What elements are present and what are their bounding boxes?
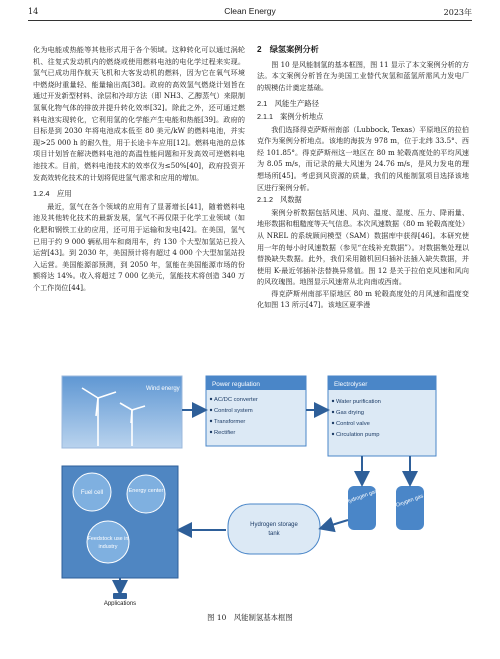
- section-heading-wind-data: 2.1.2 风数据: [257, 195, 302, 205]
- electrolyser-title: Electrolyser: [334, 381, 368, 388]
- electrolyser-item-drying: Gas drying: [336, 410, 365, 416]
- storage-label-line1: Hydrogen storage: [250, 522, 298, 528]
- electrolyser-item-water: Water purification: [336, 399, 381, 405]
- right-paragraph-wind-data: 案例分析数据包括风速、风向、温度、湿度、压力、降雨量、地形数据和粗糙度等天气信息。本次风速数据（80 m 轮毂高度处）从 NREL 的系统顾问模型（SAM）数据库中获得[46]。本研究使用一年的每小时风速数据（参见“在线补充数据”）。对数据集处理以替换缺失数据。此外，我们采用随机回归插补法插入缺失数据，并使用 K-最近邻插补法替换异常值。图 12 是关于拉伯克风速和风向的风玫瑰图。地图显示风速常从北向南或西南。: [257, 207, 469, 287]
- energy-center-label: Energy center: [128, 488, 164, 494]
- applications-label: Applications: [103, 601, 137, 606]
- hydrogen-gas-cylinder: [345, 486, 379, 530]
- journal-title: Clean Energy: [224, 6, 276, 16]
- section-heading-applications: 1.2.4 应用: [33, 189, 72, 199]
- section-heading-site: 2.1.1 案例分析地点: [257, 111, 324, 121]
- wind-energy-label: Wind energy: [146, 386, 180, 392]
- applications-icon: [113, 593, 127, 599]
- left-paragraph-applications: 最近，氢气在各个领域的应用有了显著增长[41]，随着燃料电池及其他转化技术的最新发展，氢气不再仅限于化学工业领域（如化肥和钢铁工业的应用，还可用于运输和发电[42]。在美国，氢气已用于约 9 000 辆私用车和商用车，约 130 个大型加氢站已投入运营[43]。到 2030 年，美国预计将有超过 4 000 个大型加氢站投入运营。美国能源部预测，到 2050 年，氢能在美国能源市场的份额将达 14%。收入将超过 7 000 亿美元，氢能技术将创造 340 万个工作岗位[44]。: [33, 201, 245, 292]
- fuel-cell-label: Fuel cell: [80, 490, 104, 496]
- arrow-hydrogen-to-storage: [322, 520, 348, 528]
- power-regulation-title: Power regulation: [212, 381, 260, 388]
- power-item-ac-dc: AC/DC converter: [214, 397, 258, 403]
- power-item-rectifier: Rectifier: [214, 430, 236, 436]
- publication-year: 2023年: [443, 8, 472, 17]
- section-heading-wind-path: 2.1 风能生产路径: [257, 99, 320, 109]
- electrolyser-box: [328, 376, 436, 456]
- power-item-transformer: Transformer: [214, 419, 246, 425]
- hydrogen-gas-label: Hydrogen gas: [344, 488, 379, 506]
- right-paragraph-intro: 图 10 是风能制氢的基本框图，图 11 显示了本文案例分析的方法。本文案例分析旨在为美国工业替代灰氢和蓝氢所需风力发电厂的规模估计奠定基础。: [257, 59, 469, 92]
- right-paragraph-monthly: 得克萨斯州南部平原地区 80 m 轮毂高度处的月风速和温度变化如图 13 所示[47]。该地区夏季漫: [257, 288, 469, 310]
- power-item-control: Control system: [214, 408, 253, 414]
- right-column: [257, 44, 469, 311]
- left-column: [33, 44, 245, 293]
- feedstock-label-line1: Feedstock use in: [87, 536, 129, 542]
- wind-energy-panel: [62, 376, 182, 448]
- left-paragraph-conversion: 化为电能或热能等其他形式用于各个领域。这种转化可以通过涡轮机、往复式发动机内的燃烧或使用燃料电池的电化学过程来实现。氢气已成功用作航天飞机和大客发动机的燃料，因为它在氧气环境中燃烧时重量轻、能量输出高[38]。政府的高效氢气燃烧计划旨在通过开发新型材料、涂层和冷却方法（即 NH3、乙醇蒸气）来限制氢氧化物气体的排放并提升转化效率[32]。除此之外，还可通过燃料电池实现转化，它利用氢的化学能产生电能和热能[39]。政府的目标是到 2030 年将电池成本低至 80 美元/kW 的燃料电池，并实现>25 000 h 的耐久性，用于长途卡车应用[12]。燃料电池的总体项目计划旨在解决燃料电池的高温性能问题和开发高效可逆燃料电池技术。目前，燃料电池技术的效率仅为≤50%[40]，政府投资开发高效转化技术的计划将促进氢气需求和应用的增加。: [33, 45, 245, 182]
- power-regulation-box: [206, 376, 306, 446]
- figure-wind-hydrogen-diagram: [58, 370, 442, 606]
- storage-label-line2: tank: [268, 531, 280, 537]
- hydrogen-storage-tank: [228, 504, 320, 554]
- feedstock-label-line2: industry: [98, 544, 118, 550]
- end-use-panel: [62, 466, 178, 578]
- running-header: [28, 6, 472, 21]
- right-paragraph-site: 我们选择得克萨斯州南部（Lubbock, Texas）平原地区的拉伯克作为案例分析地点。该地的海拔为 978 m，位于北纬 33.5°、西经 101.85°。得克萨斯州这一地区在 80 m 轮毂高度处的平均风速为 8.05 m/s，而记录的最大风速为 24.76 m/s，是风力发电的理想场所[45]。考虑到风资源的质量，我们的风能制氢项目选择该地区进行案例分析。: [257, 124, 469, 192]
- oxygen-gas-cylinder: [395, 486, 424, 530]
- electrolyser-item-valve: Control valve: [336, 421, 370, 427]
- figure-caption: 图 10 风能制氢基本框图: [207, 613, 293, 622]
- section-heading-case-study: 2 绿氢案例分析: [257, 45, 319, 54]
- oxygen-gas-label: Oxygen gas: [395, 493, 425, 509]
- electrolyser-item-pump: Circulation pump: [336, 432, 380, 438]
- page-number: 14: [28, 7, 39, 16]
